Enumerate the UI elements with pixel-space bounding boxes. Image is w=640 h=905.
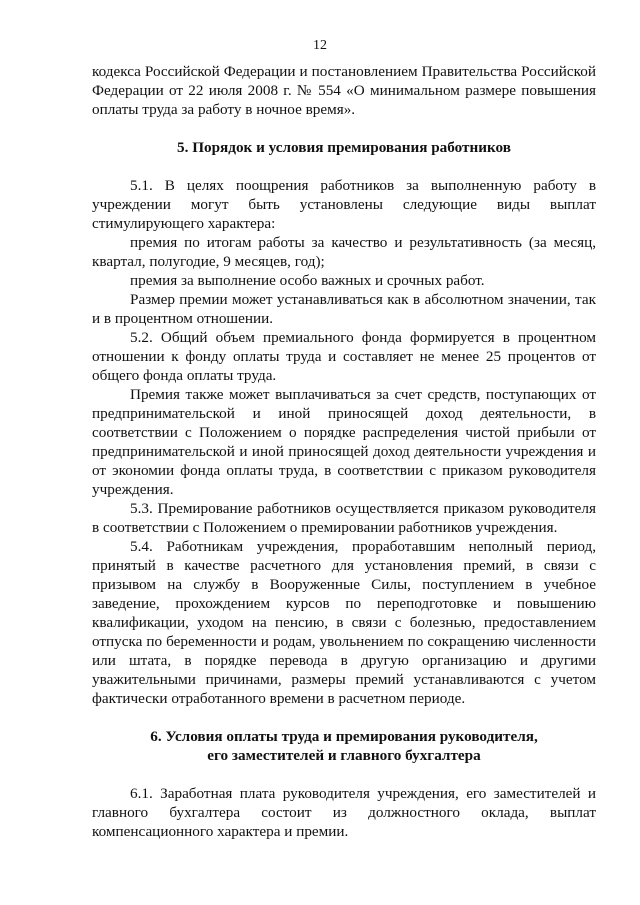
section-6-heading-line-2: его заместителей и главного бухгалтера (207, 747, 481, 764)
page-content (92, 62, 596, 841)
continuation-paragraph: кодекса Российской Федерации и постановлением Правительства Российской Федерации от 22 июля 2008 г. № 554 «О минимальном размере повышения оплаты труда за работу в ночное время». (92, 63, 596, 118)
list-item-bonus-results: премия по итогам работы за качество и результативность (за месяц, квартал, полугодие, 9 месяцев, год); (92, 234, 596, 270)
section-5-heading: 5. Порядок и условия премирования работников (177, 139, 511, 156)
paragraph-5-3: 5.3. Премирование работников осуществляется приказом руководителя в соответствии с Положением о премировании работников учреждения. (92, 500, 596, 536)
paragraph-6-1: 6.1. Заработная плата руководителя учреждения, его заместителей и главного бухгалтера состоит из должностного оклада, выплат компенсационного характера и премии. (92, 785, 596, 840)
paragraph-5-2: 5.2. Общий объем премиального фонда формируется в процентном отношении к фонду оплаты труда и составляет не менее 25 процентов от общего фонда оплаты труда. (92, 329, 596, 384)
paragraph-5-4: 5.4. Работникам учреждения, проработавшим неполный период, принятый в качестве расчетного для установления премий, в связи с призывом на службу в Вооруженные Силы, поступлением в учебное заведение, прохождением курсов по переподготовке и повышению квалификации, уходом на пенсию, в связи с болезнью, предоставлением отпуска по беременности и родам, увольнением по сокращению численности или штата, в порядке перевода в другую организацию и другими уважительными причинами, размеры премий устанавливаются с учетом фактически отработанного времени в расчетном периоде. (92, 538, 596, 707)
paragraph-bonus-size: Размер премии может устанавливаться как в абсолютном значении, так и в процентном отношении. (92, 291, 596, 327)
paragraph-5-1: 5.1. В целях поощрения работников за выполненную работу в учреждении могут быть установлены следующие виды выплат стимулирующего характера: (92, 177, 596, 232)
page-number: 12 (313, 38, 327, 53)
section-6-heading-line-1: 6. Условия оплаты труда и премирования руководителя, (150, 728, 538, 745)
list-item-bonus-urgent: премия за выполнение особо важных и срочных работ. (130, 272, 485, 289)
section-6-heading (92, 727, 596, 765)
paragraph-bonus-sources: Премия также может выплачиваться за счет средств, поступающих от предпринимательской и иной приносящей доход деятельности, в соответствии с Положением о порядке распределения чистой прибыли от предпринимательской и иной приносящей доход деятельности учреждения и от экономии фонда оплаты труда, в соответствии с приказом руководителя учреждения. (92, 386, 596, 498)
